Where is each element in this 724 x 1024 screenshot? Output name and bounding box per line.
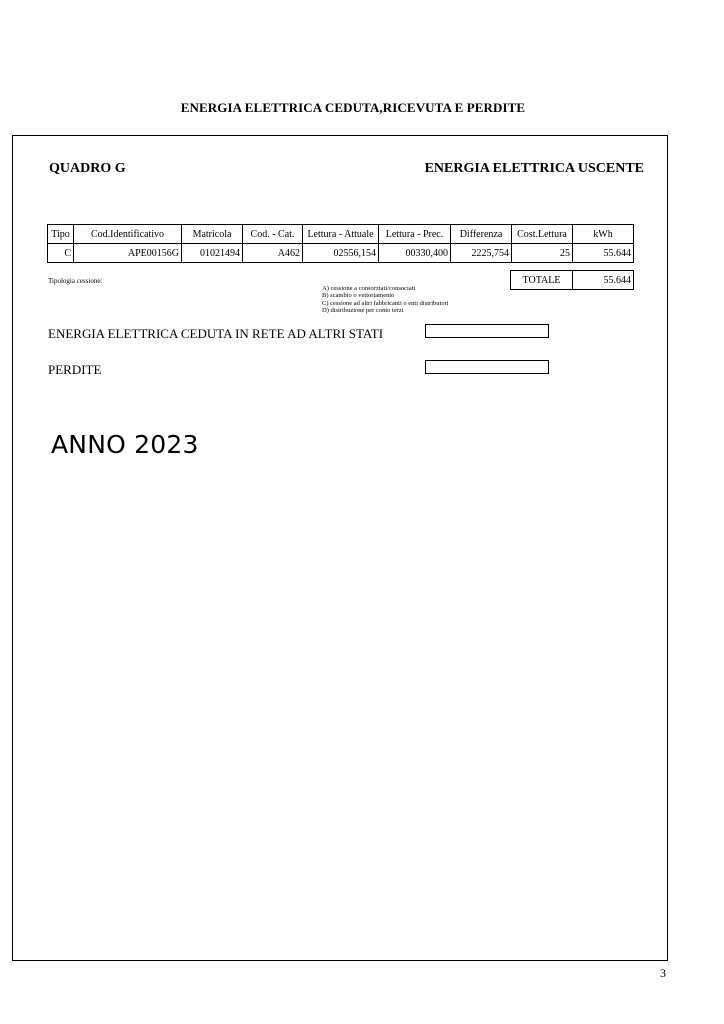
cell-cod-cat: A462 (243, 244, 303, 263)
section-title: ENERGIA ELETTRICA USCENTE (424, 161, 644, 176)
totale-box (510, 270, 634, 290)
header-cod-identificativo: Cod.Identificativo (74, 225, 182, 244)
legend-item: C) cessione ad altri fabbricanti o enti distributori (322, 299, 449, 307)
table-row (48, 244, 634, 263)
cell-matricola: 01021494 (182, 244, 243, 263)
cell-tipo: C (48, 244, 74, 263)
quadro-label: QUADRO G (49, 161, 126, 176)
anno-annotation: ANNO 2023 (51, 430, 199, 459)
perdite-label: PERDITE (48, 362, 102, 377)
page-number: 3 (660, 966, 666, 980)
legend-item: A) cessione a consorziati/consociati (322, 285, 416, 292)
header-cod-cat: Cod. - Cat. (243, 225, 303, 244)
table-header-row (48, 225, 634, 244)
energy-table (47, 224, 634, 263)
totale-label: TOTALE (511, 271, 573, 290)
altri-stati-label: ENERGIA ELETTRICA CEDUTA IN RETE AD ALTRI STATI (48, 326, 384, 341)
header-lettura-attuale: Lettura - Attuale (303, 225, 379, 244)
cell-cost-lettura: 25 (512, 244, 573, 263)
header-tipo: Tipo (48, 225, 74, 244)
legend-item: B) scambio o vettoriamento (322, 292, 395, 300)
tipologia-label: Tipologia cessione: (48, 277, 103, 285)
cell-cod-identificativo: APE00156G (74, 244, 182, 263)
cell-kwh: 55.644 (573, 244, 634, 263)
header-cost-lettura: Cost.Lettura (512, 225, 573, 244)
legend-item: D) distribuzione per conto terzi (322, 307, 404, 315)
totale-value: 55.644 (573, 271, 634, 290)
header-matricola: Matricola (182, 225, 243, 244)
document-title: ENERGIA ELETTRICA CEDUTA,RICEVUTA E PERDITE (180, 100, 526, 115)
tipologia-legend (322, 285, 449, 315)
header-kwh: kWh (573, 225, 634, 244)
cell-lettura-prec: 00330,400 (379, 244, 451, 263)
cell-differenza: 2225,754 (451, 244, 512, 263)
header-differenza: Differenza (451, 225, 512, 244)
header-lettura-prec: Lettura - Prec. (379, 225, 451, 244)
perdite-field[interactable] (425, 360, 549, 374)
cell-lettura-attuale: 02556,154 (303, 244, 379, 263)
altri-stati-field[interactable] (425, 324, 549, 338)
